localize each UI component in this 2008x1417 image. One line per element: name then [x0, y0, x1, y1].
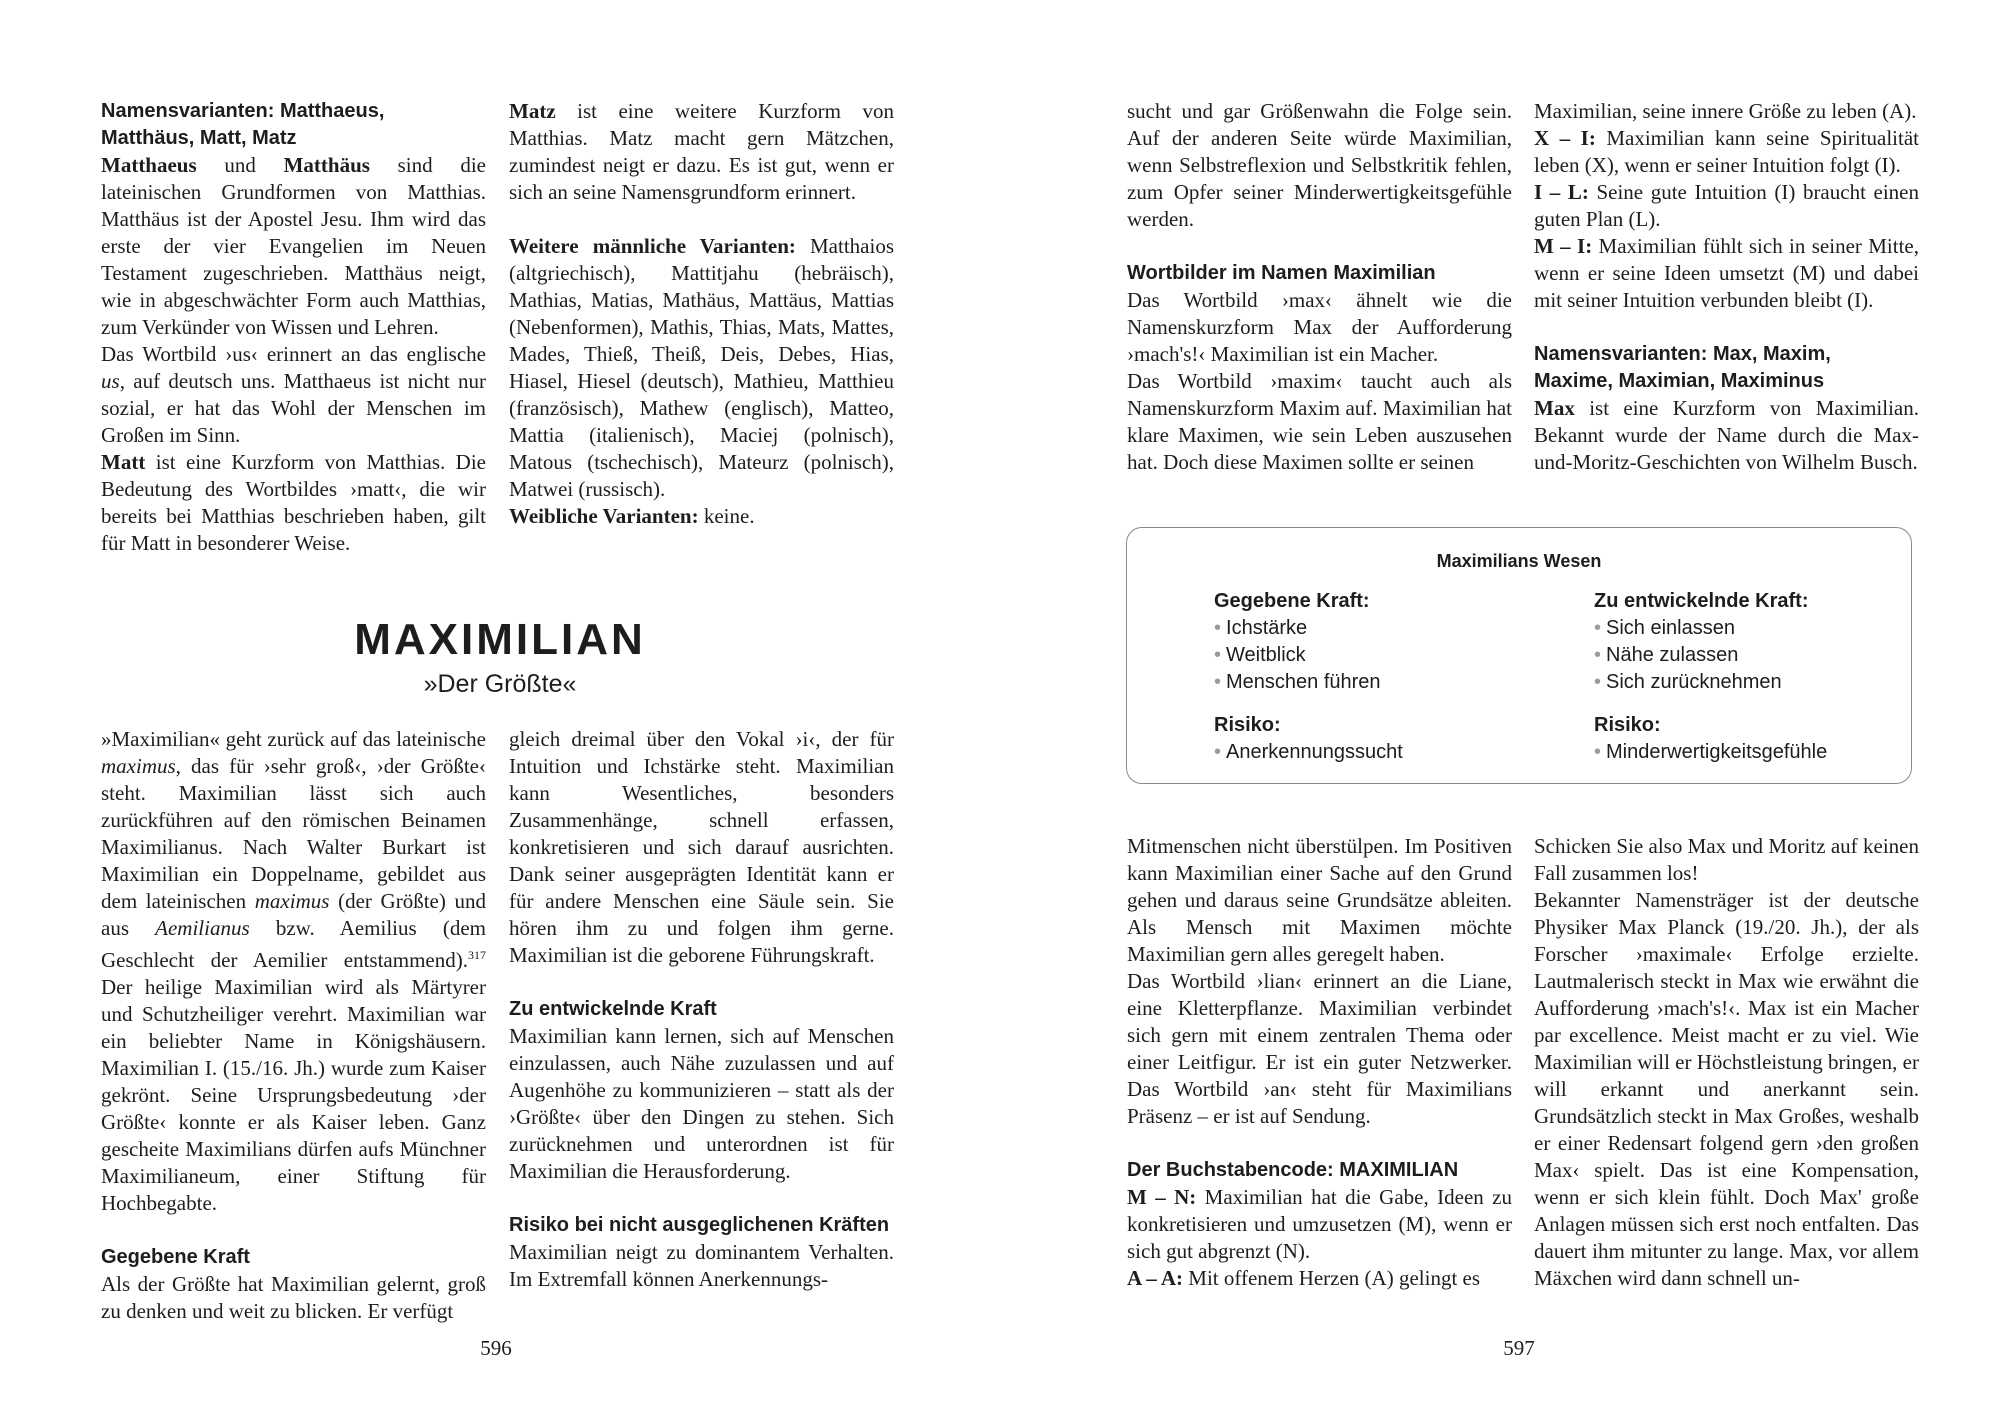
bullet-icon: • — [1214, 741, 1222, 763]
box-item-text: Menschen führen — [1226, 671, 1381, 693]
box-item-text: Anerkennungssucht — [1226, 741, 1403, 763]
name-subtitle: »Der Größte« — [423, 670, 577, 698]
footnote-ref: 317 — [468, 948, 486, 962]
left-col1-bottom — [101, 726, 486, 1325]
box-item — [1594, 642, 1934, 669]
text-run: , das für ›sehr groß‹, ›der Größte‹ steht. Maximilian lässt sich auch zurückführen auf den römischen Beinamen Maximilianus. Nach Walter Burkart ist Maximilian ein Doppelname, gebildet aus dem lateinischen — [101, 754, 486, 913]
text-run: keine. — [698, 504, 755, 528]
section-heading: Zu entwickelnde Kraft — [509, 998, 717, 1020]
page-number-right: 597 — [1503, 1336, 1535, 1360]
bold-term: Weitere männliche Varianten: — [509, 234, 796, 258]
box-item — [1594, 669, 1934, 696]
paragraph — [101, 449, 486, 557]
left-col1-top — [101, 98, 486, 557]
section-heading: Wortbilder im Namen Maximilian — [1127, 262, 1436, 284]
text-run: Mit offenem Herzen (A) gelingt es — [1183, 1266, 1481, 1290]
paragraph: Das Wortbild ›max‹ ähnelt wie die Namenskurzform Max der Aufforderung ›mach's!‹ Maximilian ist ein Macher. — [1127, 288, 1512, 366]
text-run: Seine gute Intuition (I) braucht einen guten Plan (L). — [1534, 180, 1919, 231]
name-title: MAXIMILIAN — [354, 615, 646, 664]
text-run: und — [196, 153, 284, 177]
text-run: ist eine weitere Kurzform von Matthias. Matz macht gern Mätzchen, zumindest neigt er dazu. Es ist gut, wenn er sich an seine Namensgrundform erinnert. — [509, 99, 894, 204]
right-col2-top — [1534, 98, 1919, 476]
bold-term: Matthäus — [283, 153, 370, 177]
bold-term: M – I: — [1534, 234, 1593, 258]
section-heading — [101, 98, 486, 152]
paragraph: Schicken Sie also Max und Moritz auf keinen Fall zusammen los! — [1534, 834, 1919, 885]
bullet-icon: • — [1214, 644, 1222, 666]
box-item — [1214, 642, 1554, 669]
paragraph: Maximilian neigt zu dominantem Verhalten. Im Extremfall können Anerkennungs- — [509, 1240, 894, 1291]
paragraph: Das Wortbild ›maxim‹ taucht auch als Namenskurzform Maxim auf. Maximilian hat klare Maximen, wie sein Leben auszusehen hat. Doch diese Maximen sollte er seinen — [1127, 369, 1512, 474]
right-col1-top — [1127, 98, 1512, 476]
paragraph — [509, 503, 894, 530]
right-col1-bottom — [1127, 833, 1512, 1292]
bold-term: Matthaeus — [101, 153, 197, 177]
box-item-text: Nähe zulassen — [1606, 644, 1739, 666]
paragraph — [1534, 179, 1919, 233]
box-item — [1214, 669, 1554, 696]
paragraph — [1127, 1265, 1512, 1292]
box-heading: Risiko: — [1594, 714, 1661, 736]
paragraph: Maximilian kann lernen, sich auf Menschen einzulassen, auch Nähe zuzulassen und auf Augenhöhe zu kommunizieren – statt als der ›Größte‹ über den Dingen zu stehen. Sich zurücknehmen und unterordnen ist für Maximilian die Herausforderung. — [509, 1024, 894, 1183]
text-run: Der heilige Maximilian wird als Märtyrer und Schutzheiliger verehrt. Maximilian war ein beliebter Name in Königshäusern. Maximilian I. (15./16. Jh.) wurde zum Kaiser gekrönt. Seine Ursprungsbedeutung ›der Größte‹ konnte er als Kaiser leben. Ganz gescheite Maximilians dürfen aufs Münchner Maximilianeum, einer Stiftung für Hochbegabte. — [101, 975, 486, 1215]
italic-term: maximus — [254, 889, 330, 913]
box-heading: Zu entwickelnde Kraft: — [1594, 590, 1809, 612]
summary-box — [1126, 527, 1912, 784]
paragraph — [101, 152, 486, 341]
bullet-icon: • — [1594, 741, 1602, 763]
heading-line: Namensvarianten: Matthaeus, — [101, 100, 385, 122]
bullet-icon: • — [1214, 617, 1222, 639]
text-run: bzw. Aemilius (dem Geschlecht der Aemilier entstammend). — [101, 916, 486, 972]
left-col2-bottom — [509, 726, 894, 1293]
box-heading: Risiko: — [1214, 714, 1281, 736]
bullet-icon: • — [1214, 671, 1222, 693]
section-heading: Gegebene Kraft — [101, 1246, 250, 1268]
text-run: ist eine Kurzform von Matthias. Die Bedeutung des Wortbildes ›matt‹, die wir bereits bei Matthias beschrieben haben, gilt für Matt in besonderer Weise. — [101, 450, 486, 555]
paragraph — [101, 726, 486, 1217]
paragraph: Mitmenschen nicht überstülpen. Im Positiven kann Maximilian einer Sache auf den Grund gehen und daraus seine Grundsätze ableiten. Als Mensch mit Maximen möchte Maximilian gern alles geregelt haben. — [1127, 834, 1512, 966]
box-item-text: Minderwertigkeitsgefühle — [1606, 741, 1828, 763]
text-run: Maximilian hat die Gabe, Ideen zu konkretisieren und umzusetzen (M), wenn er sich gut abgrenzt (N). — [1127, 1185, 1512, 1263]
paragraph — [101, 341, 486, 449]
bold-term: Matt — [101, 450, 146, 474]
box-item-text: Weitblick — [1226, 644, 1306, 666]
page-number-left: 596 — [480, 1336, 512, 1360]
box-item — [1214, 615, 1554, 642]
text-run: »Maximilian« geht zurück auf das lateinische — [101, 727, 486, 751]
right-col2-bottom — [1534, 833, 1919, 1292]
italic-term: maximus — [101, 754, 176, 778]
box-item — [1594, 739, 1934, 766]
section-heading — [1534, 341, 1919, 395]
box-item-text: Ichstärke — [1226, 617, 1308, 639]
heading-line: Matthäus, Matt, Matz — [101, 127, 297, 149]
text-run: Das Wortbild ›us‹ erinnert an das englische — [101, 342, 486, 366]
text-run: ist eine Kurzform von Maximilian. Bekannt wurde der Name durch die Max-und-Moritz-Geschichten von Wilhelm Busch. — [1534, 396, 1919, 474]
section-heading: Risiko bei nicht ausgeglichenen Kräften — [509, 1214, 890, 1236]
paragraph — [1534, 395, 1919, 476]
box-right-column — [1594, 588, 1934, 766]
section-heading: Der Buchstabencode: MAXIMILIAN — [1127, 1159, 1459, 1181]
text-run: sind die lateinischen Grundformen von Matthias. Matthäus ist der Apostel Jesu. Ihm wird das erste der vier Evangelien im Neuen Testament zugeschrieben. Matthäus neigt, wie in abgeschwächter Form auch Matthias, zum Verkünder von Wissen und Lehren. — [101, 153, 486, 339]
bold-term: Matz — [509, 99, 556, 123]
bold-term: Weibliche Varianten: — [509, 504, 699, 528]
bold-term: M – N: — [1127, 1185, 1197, 1209]
bullet-icon: • — [1594, 644, 1602, 666]
box-item-text: Sich zurücknehmen — [1606, 671, 1782, 693]
left-col2-top — [509, 98, 894, 530]
paragraph: gleich dreimal über den Vokal ›i‹, der für Intuition und Ichstärke steht. Maximilian kann Wesentliches, besonders Zusammenhänge, schnell erfassen, konkretisieren und sich darauf ausrichten. Dank seiner ausgeprägten Identität kann er für andere Menschen eine Säule sein. Sie hören ihm zu und folgen ihm gerne. Maximilian ist die geborene Führungskraft. — [509, 727, 894, 967]
text-run: Maximilian fühlt sich in seiner Mitte, wenn er seine Ideen umsetzt (M) und dabei mit seiner Intuition verbunden bleibt (I). — [1534, 234, 1919, 312]
bold-term: I – L: — [1534, 180, 1589, 204]
paragraph: Bekannter Namensträger ist der deutsche Physiker Max Planck (19./20. Jh.), der als Forscher ›maximale‹ Erfolge erzielte. Lautmalerisch steckt in Max wie erwähnt die Aufforderung ›mach's!‹. Max ist ein Macher par excellence. Meist macht er zu viel. Wie Maximilian will er Höchstleistung bringen, er will erkannt und anerkannt sein. Grundsätzlich steckt in Max Großes, weshalb er einer Redensart folgend gern ›den großen Max‹ spielt. Das ist eine Kompensation, wenn er sich klein fühlt. Doch Max' große Anlagen müssen sich erst noch entfalten. Das dauert ihm mitunter zu lange. Max, vor allem Mäxchen wird dann schnell un- — [1534, 888, 1919, 1290]
box-left-column — [1214, 588, 1554, 766]
text-run: (der Größte) und aus — [101, 889, 486, 940]
bullet-icon: • — [1594, 617, 1602, 639]
bold-term: X – I: — [1534, 126, 1596, 150]
box-item — [1214, 739, 1554, 766]
paragraph — [1534, 233, 1919, 314]
paragraph: Das Wortbild ›lian‹ erinnert an die Liane, eine Kletterpflanze. Maximilian verbindet sich gern mit einem zentralen Thema oder einer Leitfigur. Er ist ein guter Netzwerker. Das Wortbild ›an‹ steht für Maximilians Präsenz – er ist auf Sendung. — [1127, 969, 1512, 1128]
bold-term: Max — [1534, 396, 1575, 420]
paragraph: Maximilian, seine innere Größe zu leben (A). — [1534, 99, 1917, 123]
text-run: , auf deutsch uns. Matthaeus ist nicht nur sozial, er hat das Wohl der Menschen im Großen im Sinn. — [101, 369, 486, 447]
box-heading: Gegebene Kraft: — [1214, 590, 1370, 612]
box-item-text: Sich einlassen — [1606, 617, 1735, 639]
italic-term: us — [101, 369, 120, 393]
box-title: Maximilians Wesen — [1436, 551, 1602, 571]
bullet-icon: • — [1594, 671, 1602, 693]
text-run: Maximilian kann seine Spiritualität leben (X), wenn er seiner Intuition folgt (I). — [1534, 126, 1919, 177]
box-item — [1594, 615, 1934, 642]
paragraph — [509, 233, 894, 503]
paragraph — [1534, 125, 1919, 179]
paragraph: sucht und gar Größenwahn die Folge sein. Auf der anderen Seite würde Maximilian, wenn Selbstreflexion und Selbstkritik fehlen, zum Opfer seiner Minderwertigkeitsgefühle werden. — [1127, 99, 1512, 231]
paragraph — [1127, 1184, 1512, 1265]
bold-term: A – A: — [1127, 1266, 1184, 1290]
paragraph — [509, 98, 894, 206]
text-run: Matthaios (altgriechisch), Mattitjahu (hebräisch), Mathias, Matias, Mathäus, Mattäus, Mattias (Nebenformen), Mathis, Thias, Mats, Mattes, Mades, Thieß, Theiß, Deis, Debes, Hias, Hiasel, Hiesel (deutsch), Mathieu, Matthieu (französisch), Mathew (englisch), Matteo, Mattia (italienisch), Maciej (polnisch), Matous (tschechisch), Mateurz (polnisch), Matwei (russisch). — [509, 234, 895, 501]
heading-line: Namensvarianten: Max, Maxim, — [1534, 343, 1831, 365]
heading-line: Maxime, Maximian, Maximinus — [1534, 370, 1825, 392]
paragraph: Als der Größte hat Maximilian gelernt, groß zu denken und weit zu blicken. Er verfügt — [101, 1272, 486, 1323]
italic-term: Aemilianus — [155, 916, 250, 940]
